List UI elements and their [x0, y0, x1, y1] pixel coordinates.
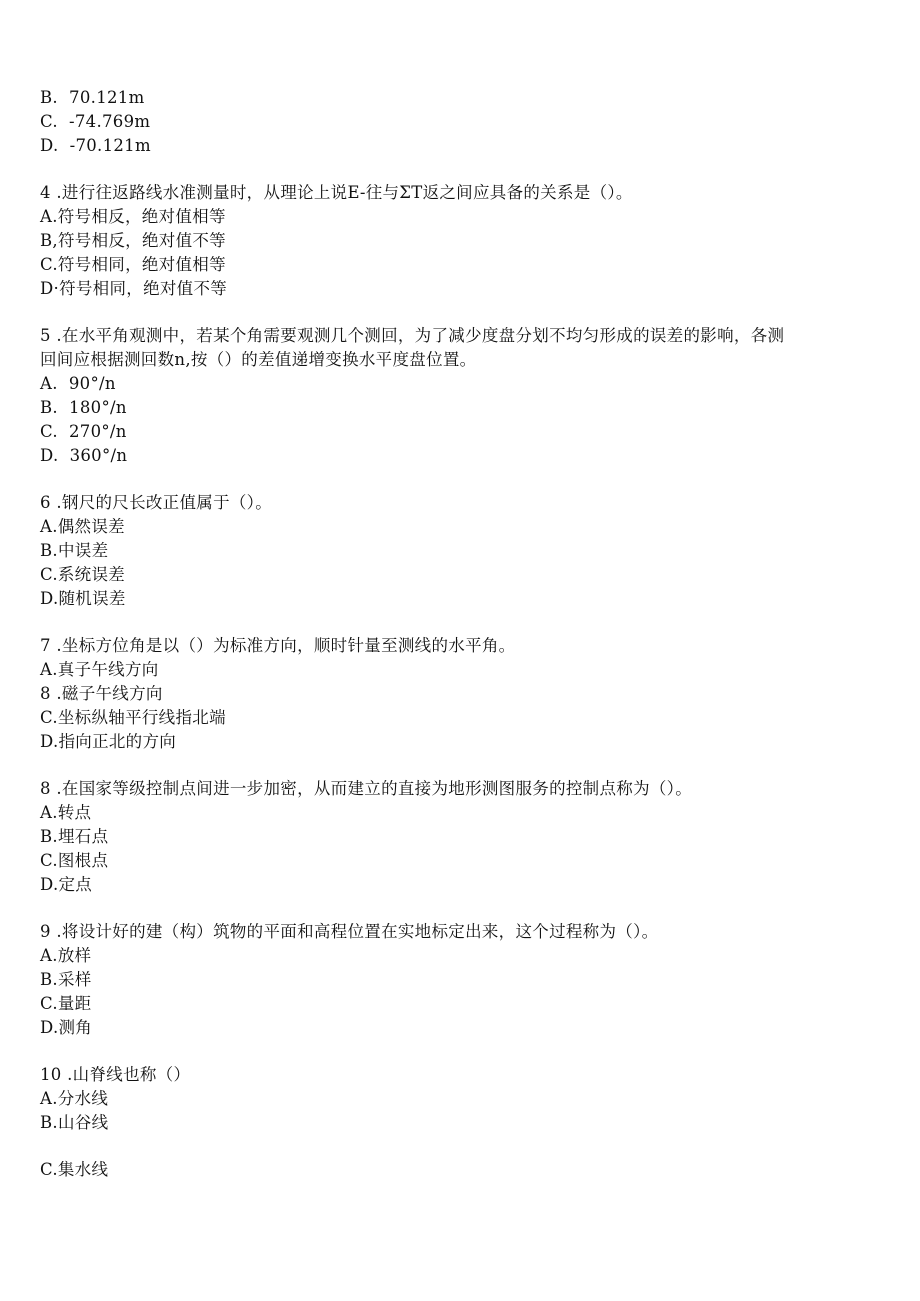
option-line: A.真子午线方向: [40, 660, 159, 679]
question-9: [40, 920, 880, 1040]
option-line: D.随机误差: [40, 589, 126, 608]
option-line: A.分水线: [40, 1089, 109, 1108]
option-line: D.指向正北的方向: [40, 732, 177, 751]
question-stem: 7 .坐标方位角是以（）为标准方向，顺时针量至测线的水平角。: [40, 636, 516, 655]
question-3-tail: [40, 86, 880, 158]
question-stem: 5 .在水平角观测中，若某个角需要观测几个测回，为了减少度盘分划不均匀形成的误差的影响，各测: [40, 326, 785, 345]
question-stem: 9 .将设计好的建（构）筑物的平面和高程位置在实地标定出来，这个过程称为（）。: [40, 922, 659, 941]
option-line: D. 360°/n: [40, 446, 128, 465]
option-line: A.偶然误差: [40, 517, 125, 536]
question-5: [40, 324, 880, 468]
option-line: D.定点: [40, 875, 93, 894]
question-stem: 10 .山脊线也称（）: [40, 1065, 191, 1084]
option-line: B.山谷线: [40, 1113, 109, 1132]
question-stem: 回间应根据测回数n,按（）的差值递增变换水平度盘位置。: [40, 350, 477, 369]
question-10: [40, 1063, 880, 1135]
option-line: C. -74.769m: [40, 112, 151, 131]
option-line: B.中误差: [40, 541, 109, 560]
question-stem: 4 .进行往返路线水准测量时，从理论上说Ε-往与ΣΤ返之间应具备的关系是（）。: [40, 183, 633, 202]
option-line: D. -70.121m: [40, 136, 151, 155]
option-line: C. 270°/n: [40, 422, 127, 441]
question-4: [40, 181, 880, 301]
option-line: B. 70.121m: [40, 88, 145, 107]
option-line: A. 90°/n: [40, 374, 116, 393]
question-8: [40, 777, 880, 897]
option-line: D·符号相同，绝对值不等: [40, 279, 228, 298]
question-7: [40, 634, 880, 754]
option-line: A.转点: [40, 803, 92, 822]
question-6: [40, 491, 880, 611]
question-stem: 8 .在国家等级控制点间进一步加密，从而建立的直接为地形测图服务的控制点称为（）。: [40, 779, 693, 798]
option-line: A.符号相反，绝对值相等: [40, 207, 226, 226]
option-line: C.集水线: [40, 1160, 109, 1179]
option-line: B. 180°/n: [40, 398, 127, 417]
option-line: C.系统误差: [40, 565, 126, 584]
option-line: C.量距: [40, 994, 92, 1013]
option-line: B.采样: [40, 970, 92, 989]
option-line: C.坐标纵轴平行线指北端: [40, 708, 226, 727]
document-page: [40, 86, 880, 1182]
option-line: 8 .磁子午线方向: [40, 684, 163, 703]
option-line: C.符号相同，绝对值相等: [40, 255, 226, 274]
option-line: B,符号相反，绝对值不等: [40, 231, 226, 250]
option-line: B.埋石点: [40, 827, 109, 846]
option-line: C.图根点: [40, 851, 109, 870]
option-line: A.放样: [40, 946, 92, 965]
option-line: D.测角: [40, 1018, 93, 1037]
question-stem: 6 .钢尺的尺长改正值属于（）。: [40, 493, 273, 512]
